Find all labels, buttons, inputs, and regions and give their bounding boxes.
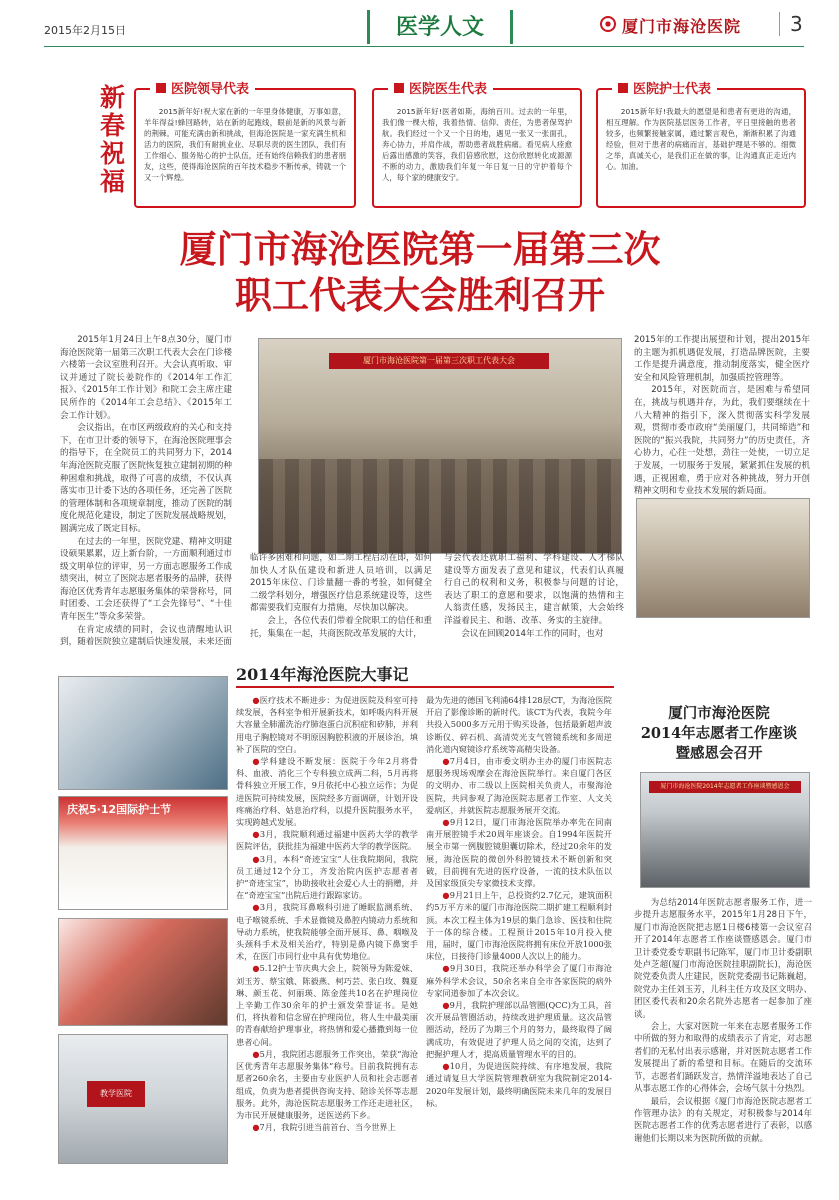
greeting-box-text: 2015新年好!我最大的愿望是和患者有更进的沟通，相互理解。作为医院基层医务工作者，平日里接触的患者较多，也频繁接触家属，通过繁言观色，渐渐积累了沟通经验，但对于患者的病痛而言，基础护理是不够的。细微之举，真诚关心，是我们正在做的事，让沟通真正走近内心。加油。 [606, 107, 796, 171]
paragraph: 临许多困难和问题，如二期工程启动在即，如何加快人才队伍建设和新进人员培训，以满足2015年床位、门诊量翻一番的考验，如何健全二级学科划分，增强医疗信息系统建设等，这些都需要我们克服有力措施，尽快加以解决。 [250, 553, 432, 614]
bullet-icon: ● [252, 1048, 260, 1059]
events-col2 [426, 694, 612, 1190]
bullet-icon: ● [252, 695, 260, 705]
header-hospital-name: 厦门市海沧医院 [622, 17, 742, 36]
hospital-logo-icon [600, 16, 616, 32]
representatives-photo [636, 498, 810, 618]
paragraph: 会上，大家对医院一年来在志愿者服务工作中所做的努力和取得的成绩表示了肯定，对志愿者们的无私付出表示感谢，并对医院志愿者工作发展提出了新的希望和目标。在随后的交流环节，志愿者们踊跃发言，热情洋溢地表达了自己从事志愿工作的心得体会，会场气氛十分热烈。 [634, 1021, 812, 1094]
header-divider [779, 12, 780, 36]
greeting-box-title: 医院护士代表 [633, 82, 712, 97]
event-item: ●9月，我院护理部以品管圈(QCC)为工具，首次开展品管圈活动，持续改进护理质量。这次品管圈活动，经历了为期三个月的努力，最终取得了阔满成功，有效促进了护理人员之间的交流，达到了把握护理人才，提高质量管理水平的目的。 [426, 1000, 612, 1059]
paragraph: 会议指出，在市区两级政府的关心和支持下，在市卫计委的领导下，在海沧医院理事会的指导下，在全院员工的共同努力下，2014年海沧医院克服了医院恢复独立建制初期的种种困难和挑战，取得了可喜的成绩，不仅认真落实市卫计委下达的各项任务，还完善了医院的管理体制和各项规章制度，推动了医院的制度化规范化建设，制定了医院发展战略规划，圆满完成了既定目标。 [60, 423, 232, 534]
header-date: 2015年2月15日 [44, 24, 126, 37]
events-title-rule [236, 686, 614, 688]
greeting-box-doctor [372, 82, 582, 208]
bullet-icon: ● [442, 890, 450, 901]
greeting-box-title: 医院医生代表 [409, 82, 488, 97]
paragraph: 最后，会议根据《厦门市海沧医院志愿者工作管理办法》的有关规定，对积极参与2014年医院志愿者工作的优秀志愿者进行了表彰，以感谢他们长期以来为医院所做的贡献。 [634, 1095, 812, 1143]
event-item: ●7月4日，由市委文明办主办的厦门市医院志愿服务现场观摩会在海沧医院举行。来自厦门各区的文明办、市二级以上医院相关负责人，市聚海沧医院，共同参观了海沧医院志愿者工作室、人文关爱病区，并就医院志愿服务展开交流。 [426, 756, 612, 815]
bullet-icon: ● [442, 1061, 450, 1072]
volunteer-headline-line3: 暨感恩会召开 [675, 745, 763, 762]
main-headline-line2: 职工代表大会胜利召开 [235, 273, 605, 317]
event-item: ●3月，本科“奇迹宝宝”人住我院期间，我院员工通过12个分工，齐发治院内医护志愿者者护“奇迹宝宝”，协助接收社会爱心人士的捐赠，并在“奇迹宝宝”出院后进行跟踪家访。 [236, 853, 418, 901]
paragraph: 会议在回顾2014年工作的同时，也对 [461, 628, 604, 639]
bullet-icon: ● [442, 963, 450, 974]
event-item: ●学科建设不断发展：医院于今年2月将骨科、血液、消化三个专科独立成两二科，5月再将骨科独立开展工作，9月依托中心独立运作；为促进医院可持续发展，医院经多方面调研，计划开设疼痛治疗科、姑息治疗科，以提升医院服务水平，实现跨越式发展。 [236, 756, 418, 828]
event-item: 最为先进的德国飞利浦64排128层CT，为海沧医院开启了影像诊断的新时代。该CT为代表，我院今年共投入5000多万元用于购买设备，包括最新超声波诊断仪、碎石机、高清荧光支气管镜系统和多周逆消化道内窥镜诊疗系统等高精尖设备。 [426, 695, 612, 754]
volunteer-banner: 厦门市海沧医院2014年志愿者工作座谈暨感恩会 [649, 781, 801, 793]
bullet-icon: ● [252, 902, 260, 913]
volunteer-headline-line1: 厦门市海沧医院 [668, 705, 770, 722]
bullet-icon: ● [252, 829, 260, 840]
event-item: ●9月12日，厦门市海沧医院举办率先在同南南开展腔镜手术20周年座谈会。自1994年医院开展全市第一例腹腔镜胆囊切除术，经过20余年的发展，海沧医院的微创外科腔镜技术不断创新和突破，目前拥有先进的医疗设备，一流的技术队伍以及国家级顶尖专家微技术支撑。 [426, 817, 612, 889]
page-header [0, 0, 839, 48]
bullet-icon: ● [252, 756, 261, 767]
meeting-banner: 厦门市海沧医院第一届第三次职工代表大会 [329, 353, 549, 369]
section-title: 医学人文 [367, 10, 513, 44]
bullet-icon: ● [252, 963, 260, 974]
paragraph: 2015年1月24日上午8点30分，厦门市海沧医院第一届第三次职工代表大会在门诊楼六楼第一会议室胜利召开。大会认真听取、审议并通过了院长姜院作的《2014年工作汇报》、《2015年工作计划》和院工会主席庄建民所作的《2014年工会总结》、《2015年工会工作计划》。 [60, 335, 232, 421]
paragraph: 在过去的一年里，医院党建、精神文明建设硕果累累，迈上新台阶，一方面顺利通过市级文明单位的评审，另一方面志愿服务工作成绩突出，树立了医院志愿者服务的品牌，获得海沧区优秀青年志愿服务集体的荣誉称号，同时团委、工会还获得了“工会先锋号”、“十佳青年医生”等众多荣誉。 [60, 536, 232, 623]
greeting-box-title: 医院领导代表 [171, 82, 250, 97]
greeting-box-text: 2015新年好!医者如斯，海纳百川。过去的一年里，我们像一棵大榕，我着热情、信仰、责任，为患者保驾护航。我们经过一个又一个日的地，遇见一张又一张面孔，奔心协力，并肩作战，帮助患者战胜病痛。看见病人痊愈后露出感激的笑容，我们倍感欣慰，这份欣慰转化成源源不断的动力，激励我们年复一年日复一日的守护着每个人，每个家的健康安宁。 [382, 107, 572, 182]
header-rule [44, 46, 804, 47]
event-item: ●10月，为促进医院持续、有序地发展，我院通过请复旦大学医院管理教研室为我院制定2014-2020年发展计划，最终明确医院未来几年的发展目标。 [426, 1061, 612, 1108]
events-col1 [236, 694, 418, 1190]
bullet-icon: ● [442, 817, 450, 828]
event-item: ●医疗技术不断进步：为促进医院及科室可持续发展，各科室争相开展新技术，如呼吸内科开展大容量全肺灌洗治疗肺泡蛋白沉积症和矽肺，并利用电子胸腔镜对不明原因胸腔积液的开展诊治，填补了医院的空白。 [236, 695, 418, 754]
paragraph: 2015年，对医院而言，是困难与希望同在，挑战与机遇并存，为此，我们要继续在十八大精神的指引下，深入贯彻落实科学发展观，贯彻市委市政府“美丽厦门，共同缔造”和医院的“振兴我院，共同努力”的历史责任，齐心协力，心往一处想，劲往一处使，一切立足于发展，一切服务于发展，紧紧抓住发展的机遇，正视困难，勇于应对各种挑战，努力开创精神文明和专业技术发展的新局面。 [634, 385, 810, 497]
event-photo-nurses-day: 庆祝5·12国际护士节 [58, 796, 228, 910]
volunteer-headline [628, 704, 810, 764]
volunteer-headline-line2: 2014年志愿者工作座谈 [640, 725, 798, 742]
page-number: 3 [790, 12, 803, 36]
paragraph: 2015年的工作提出展望和计划，提出2015年的主题为抓机遇促发展，打造品牌医院，主要工作是提升满意度，推动制度落实，健全医疗安全和风险管理机制，加强质控管理等。 [634, 335, 810, 383]
bullet-icon: ● [442, 756, 450, 767]
event-item: ●3月，我院耳鼻喉科引进了睡眠监测系统、电子喉镜系统、手术显微镜及鼻腔内镜动力系统和导动力系统，使我院能够全面开展耳、鼻、咽喉及头颈科手术及相关治疗，特别是鼻内镜下鼻窦手术，在医门市同行业中具有优势地位。 [236, 902, 418, 962]
event-item: ●5.12护士节庆典大会上，院领导为陈爱妹、刘玉芳、蔡宝娥、陈毅燕、柯巧芸、张白玫、魏夏琳、颜玉花、何丽瑛、陈金莲共10名在护理岗位上辛勤工作30余年的护士颁发荣誉证书。是她们，将执着和信念留在护理岗位，将人生中最美丽的青春献给护理事业，将热情和爱心播撒到每一位患者心间。 [236, 963, 418, 1047]
main-article-col3 [444, 552, 624, 644]
greeting-vertical-title: 新春祝福 [100, 83, 126, 196]
paragraph: 与会代表还就职工福利、学科建设、人才梯队建设等方面发表了意见和建议，代表们认真履行自己的权利和义务，积极参与问题的讨论，表达了职工的意愿和要求，以饱满的热情和主人翁责任感，发扬民主，建言献策，大会始终洋溢着民主、和谐、改革、务实的主旋律。 [444, 553, 624, 626]
bullet-icon: ● [442, 1000, 450, 1011]
paragraph: 在肯定成绩的同时，会议也清醒地认识到，随着医院独立建制后快速发展，未来还面 [60, 624, 232, 648]
event-photo-volunteer-care [58, 918, 228, 1026]
paragraph: 会上，各位代表们带着全院职工的信任和重托，集集在一起，共商医院改革发展的大计， [250, 615, 432, 639]
event-item: ●5月，我院团志愿服务工作突出，荣获“海沧区优秀青年志愿服务集体”称号。目前我院拥有志愿者260余名，主要由专业医护人员和社会志愿者组成，负责为患者提供咨询支持、陪诊关怀等志愿服务。此外，海沧医院志愿服务工作还走进社区，为市民开展健康服务，送医送药下乡。 [236, 1048, 418, 1120]
main-article-col1 [60, 334, 232, 648]
volunteer-article-body [634, 896, 812, 1190]
bullet-icon: ● [252, 853, 260, 864]
main-headline [60, 226, 780, 318]
greeting-box-text: 2015新年好!祝大家在新的一年里身体健康，万事如意，羊年得益!蜂回路转，站在新的起跑线，眼前是新的风景与新的荆棘。可能充满由新和挑战，但海沧医院是一家充满生机和活力的医院，我们有耐挑业业、尽职尽责的医生团队，我们有工作细心、服务贴心的护士队伍，还有始终信赖我们的患者朋友，这些，使得海沧医院的百年技术稳步不断传承，铸就一个又一个辉煌。 [144, 107, 346, 182]
greeting-box-leader [134, 82, 356, 208]
volunteer-meeting-photo [640, 772, 810, 888]
main-article-col2 [250, 552, 432, 644]
main-article-col4 [634, 334, 810, 497]
event-item: ●9月21日上午，总投资约2.7亿元，建筑面积约5万平方米的厦门市海沧医院二期扩建工程顺利封顶。本次工程主体为19层的集门急诊、医技和住院于一体的综合楼。工程预计2015年10月投入使用，届时，厦门市海沧医院将拥有床位开放1000张床位，日接待门诊量4000人次以上的能力。 [426, 890, 612, 962]
event-item: ●9月30日，我院还举办科学会了厦门市海沧麻外科学术会议，50余名来自全市各家医院的病外专家同道参加了本次会议。 [426, 963, 612, 998]
meeting-photo [258, 338, 622, 554]
event-photo-teaching-hospital: 教学医院 [58, 1034, 228, 1164]
bullet-icon: ● [252, 1122, 260, 1133]
greeting-box-nurse [596, 82, 806, 208]
events-title: 2014年海沧医院大事记 [236, 665, 409, 684]
paragraph: 为总结2014年医院志愿者服务工作，进一步提升志愿服务水平，2015年1月28日下午，厦门市海沧医院把志愿1日楼6楼第一会议室召开了2014年志愿者工作座谈暨感恩会。厦门市卫计委党委专职副书记陈军，厦门市卫计委副职处卢芝超(厦门市海沧医院挂职副院长)，海沧医院党委负责人庄建民，医院党委副书记陈巍超，院党办主任刘玉芳，儿科主任方攻及区文明办、团区委代表和20余名院外志愿者一起参加了座谈。 [634, 897, 812, 1019]
event-item: ●3月，我院顺利通过福建中医药大学的教学医院评估，获批挂为福建中医药大学的教学医院。 [236, 829, 418, 852]
main-headline-line1: 厦门市海沧医院第一届第三次 [179, 227, 661, 271]
event-item: ●7月，我院引进当前首台、当今世界上 [252, 1122, 396, 1133]
event-photo-endoscope [58, 676, 228, 790]
